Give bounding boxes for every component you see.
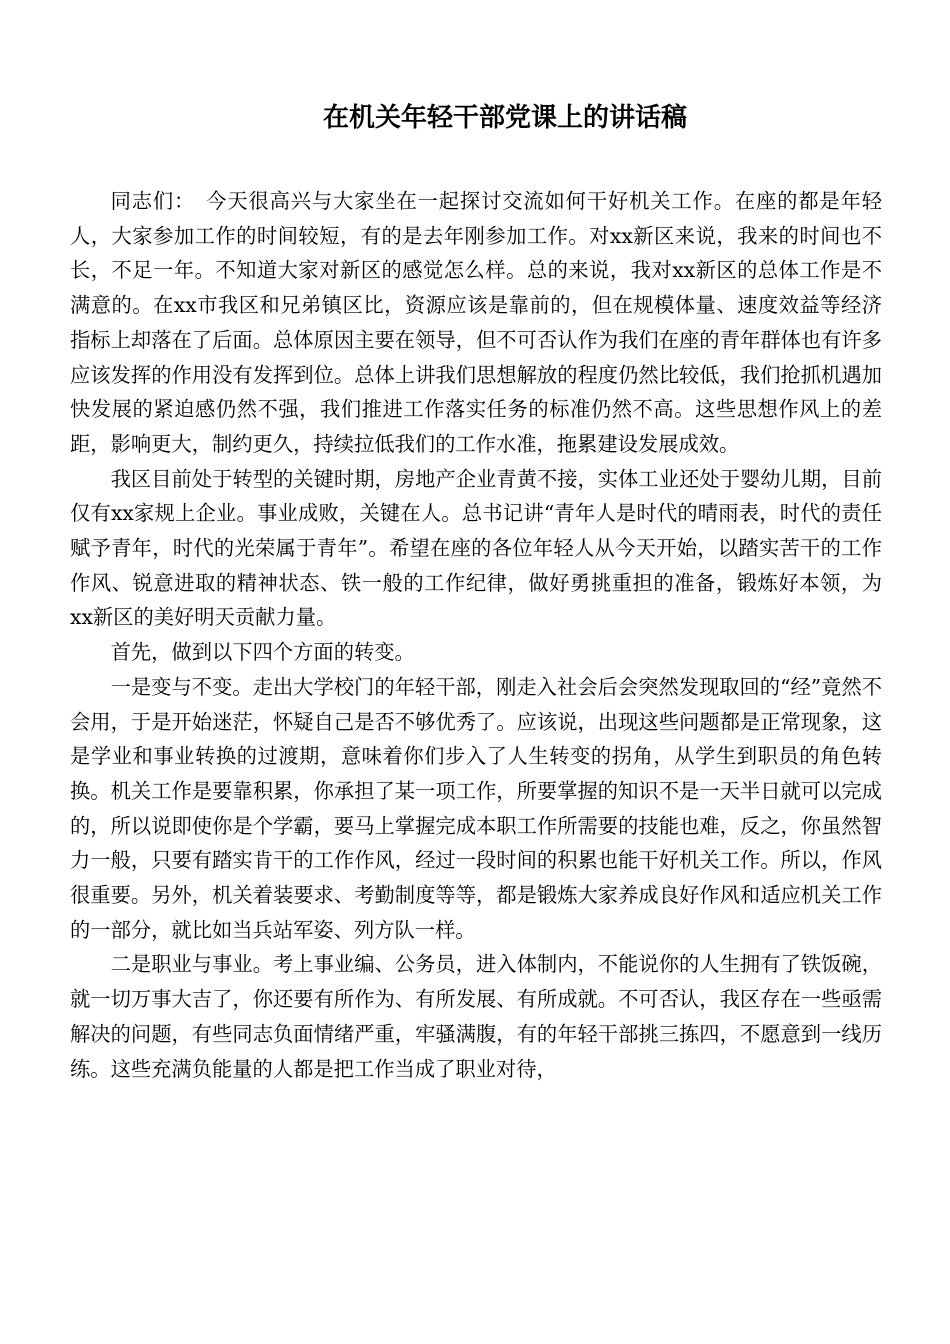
paragraph-2: 我区目前处于转型的关键时期，房地产企业青黄不接，实体工业还处于婴幼儿期，目前仅有xx家规上企业。事业成败，关键在人。总书记讲“青年人是时代的晴雨表，时代的责任赋予青年，时代的光荣属于青年”。希望在座的各位年轻人从今天开始，以踏实苦干的工作作风、锐意进取的精神状态、铁一般的工作纪律，做好勇挑重担的准备，锻炼好本领，为xx新区的美好明天贡献力量。 (70, 466, 882, 630)
paragraph-3: 首先，做到以下四个方面的转变。 (110, 640, 415, 665)
document-title: 在机关年轻干部党课上的讲话稿 (322, 103, 687, 133)
paragraph-5: 二是职业与事业。考上事业编、公务员，进入体制内，不能说你的人生拥有了铁饭碗，就一切万事大吉了，你还要有所作为、有所发展、有所成就。不可否认，我区存在一些亟需解决的问题，有些同志负面情绪严重，牢骚满腹，有的年轻干部挑三拣四，不愿意到一线历练。这些充满负能量的人都是把工作当成了职业对待， (70, 952, 882, 1081)
paragraph-4: 一是变与不变。走出大学校门的年轻干部，刚走入社会后会突然发现取回的“经”竟然不会用，于是开始迷茫，怀疑自己是否不够优秀了。应该说，出现这些问题都是正常现象，这是学业和事业转换的过渡期，意味着你们步入了人生转变的拐角，从学生到职员的角色转换。机关工作是要靠积累，你承担了某一项工作，所要掌握的知识不是一天半日就可以完成的，所以说即使你是个学霸，要马上掌握完成本职工作所需要的技能也难，反之，你虽然智力一般，只要有踏实肯干的工作作风，经过一段时间的积累也能干好机关工作。所以，作风很重要。另外，机关着装要求、考勤制度等等，都是锻炼大家养成良好作风和适应机关工作的一部分，就比如当兵站军姿、列方队一样。 (70, 674, 882, 942)
document-body (70, 184, 882, 1086)
paragraph-1: 同志们： 今天很高兴与大家坐在一起探讨交流如何干好机关工作。在座的都是年轻人，大家参加工作的时间较短，有的是去年刚参加工作。对xx新区来说，我来的时间也不长，不足一年。不知道大家对新区的感觉怎么样。总的来说，我对xx新区的总体工作是不满意的。在xx市我区和兄弟镇区比，资源应该是靠前的，但在规模体量、速度效益等经济指标上却落在了后面。总体原因主要在领导，但不可否认作为我们在座的青年群体也有许多应该发挥的作用没有发挥到位。总体上讲我们思想解放的程度仍然比较低，我们抢抓机遇加快发展的紧迫感仍然不强，我们推进工作落实任务的标准仍然不高。这些思想作风上的差距，影响更大，制约更久，持续拉低我们的工作水准，拖累建设发展成效。 (70, 189, 882, 456)
